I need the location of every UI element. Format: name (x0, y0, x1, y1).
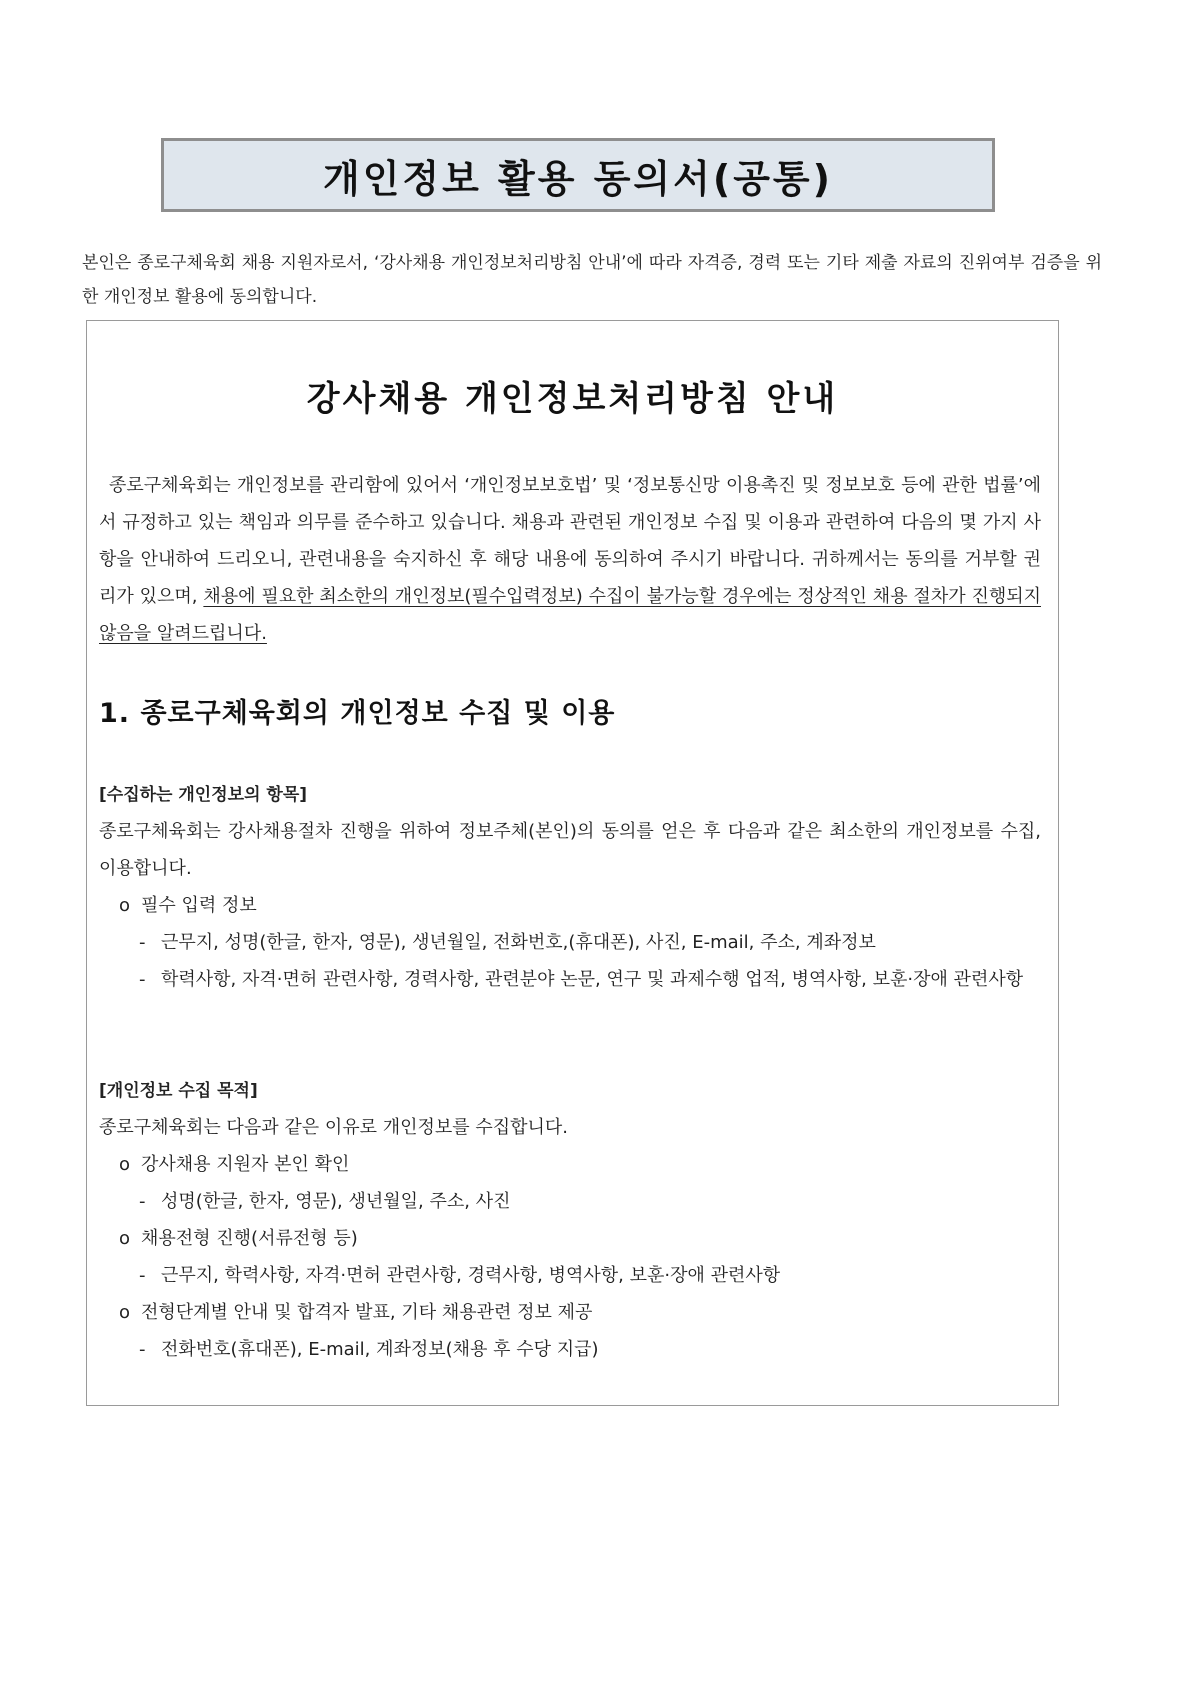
collection-purpose-block (99, 1073, 1041, 1368)
required-item-text: 학력사항, 자격·면허 관련사항, 경력사항, 관련분야 논문, 연구 및 과제수행 업적, 병역사항, 보훈·장애 관련사항 (161, 969, 1024, 990)
list-item (119, 1146, 1041, 1183)
purpose-detail: 전화번호(휴대폰), E-mail, 계좌정보(채용 후 수당 지급) (161, 1339, 599, 1360)
dash-mark: - (139, 969, 146, 990)
dash-mark: - (139, 1265, 146, 1286)
list-item (139, 1257, 1041, 1294)
policy-intro-text: 종로구체육회는 개인정보를 관리함에 있어서 ‘개인정보보호법’ 및 ‘정보통신망 이용촉진 및 정보보호 등에 관한 법률’에서 규정하고 있는 책임과 의무를 준수하고 있습니다. 채용과 관련된 개인정보 수집 및 이용과 관련하여 다음의 몇 가지 사항을 안내하여 드리오니, 관련내용을 숙지하신 후 해당 내용에 동의하여 주시기 바랍니다. 귀하께서는 동의를 거부할 권리가 있으며, (99, 475, 1041, 607)
dash-mark: - (139, 1339, 146, 1360)
list-item (119, 1294, 1041, 1331)
list-item (139, 961, 1041, 998)
bullet-mark: o (119, 1228, 131, 1249)
bullet-mark: o (119, 1154, 131, 1175)
purpose-heading: [개인정보 수집 목적] (99, 1081, 258, 1101)
policy-notice-box (86, 320, 1059, 1406)
list-item (139, 924, 1041, 961)
dash-mark: - (139, 1191, 146, 1212)
required-item-text: 근무지, 성명(한글, 한자, 영문), 생년월일, 전화번호,(휴대폰), 사진, E-mail, 주소, 계좌정보 (161, 932, 876, 953)
bullet-mark: o (119, 895, 131, 916)
purpose-text: 종로구체육회는 다음과 같은 이유로 개인정보를 수집합니다. (99, 1117, 569, 1138)
policy-intro-underlined: 채용에 필요한 최소한의 개인정보(필수입력정보) 수집이 불가능할 경우에는 정상적인 채용 절차가 진행되지 않음을 알려드립니다. (99, 586, 1041, 644)
purpose-label: 채용전형 진행(서류전형 등) (141, 1228, 358, 1249)
consent-title-box (161, 138, 995, 212)
purpose-detail: 근무지, 학력사항, 자격·면허 관련사항, 경력사항, 병역사항, 보훈·장애 관련사항 (161, 1265, 781, 1286)
dash-mark: - (139, 932, 146, 953)
list-item (139, 1183, 1041, 1220)
purpose-detail: 성명(한글, 한자, 영문), 생년월일, 주소, 사진 (161, 1191, 511, 1212)
list-item (119, 1220, 1041, 1257)
collected-items-text: 종로구체육회는 강사채용절차 진행을 위하여 정보주체(본인)의 동의를 얻은 후 다음과 같은 최소한의 개인정보를 수집, 이용합니다. (99, 821, 1041, 879)
purpose-label: 전형단계별 안내 및 합격자 발표, 기타 채용관련 정보 제공 (141, 1302, 593, 1323)
purpose-label: 강사채용 지원자 본인 확인 (141, 1154, 350, 1175)
section-1-title: 1. 종로구체육회의 개인정보 수집 및 이용 (99, 698, 616, 729)
collected-items-heading: [수집하는 개인정보의 항목] (99, 785, 308, 805)
policy-intro (99, 467, 1041, 652)
document-title: 개인정보 활용 동의서(공통) (323, 156, 833, 201)
list-item (119, 887, 1041, 924)
required-info-label: 필수 입력 정보 (141, 895, 257, 916)
policy-title: 강사채용 개인정보처리방침 안내 (306, 379, 839, 419)
consent-statement: 본인은 종로구체육회 채용 지원자로서, ‘강사채용 개인정보처리방침 안내’에 따라 자격증, 경력 또는 기타 제출 자료의 진위여부 검증을 위한 개인정보 활용에 동의합니다. (82, 253, 1102, 307)
bullet-mark: o (119, 1302, 131, 1323)
collected-items-block (99, 777, 1041, 998)
list-item (139, 1331, 1041, 1368)
